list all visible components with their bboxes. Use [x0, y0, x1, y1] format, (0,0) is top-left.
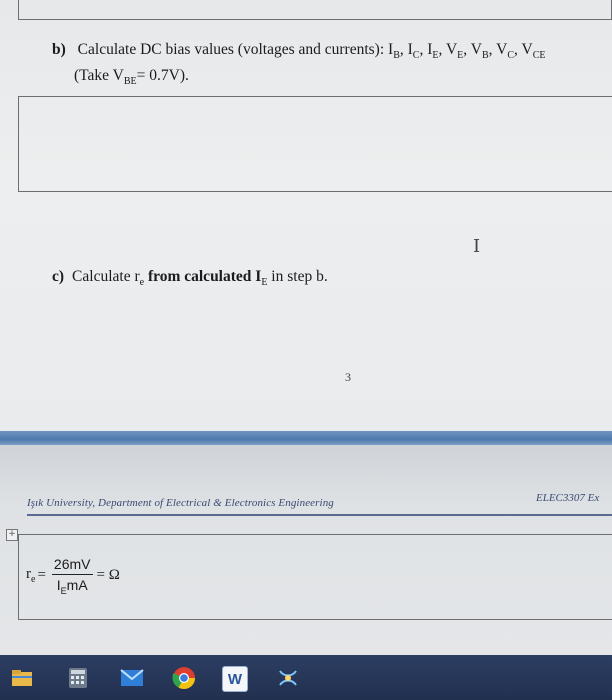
footer-course-code: ELEC3307 Ex — [536, 492, 600, 504]
question-c-text-end: in step b. — [267, 268, 328, 285]
windows-taskbar — [0, 655, 612, 700]
answer-box-b[interactable] — [18, 96, 612, 192]
question-b-letter: b) — [52, 41, 66, 58]
calculator-icon[interactable] — [66, 666, 90, 690]
vbe-subscript: BE — [123, 76, 137, 88]
formula-denominator — [55, 577, 90, 596]
page-break-bar — [0, 431, 612, 445]
question-b-text: Calculate DC bias values (voltages and currents): — [77, 41, 389, 58]
question-c — [52, 268, 328, 288]
den-unit: mA — [66, 577, 88, 594]
table-move-handle-icon[interactable]: + — [6, 529, 18, 541]
file-explorer-icon[interactable] — [10, 666, 34, 690]
mail-icon[interactable] — [120, 666, 144, 690]
variable-ie: $I_E$ — [427, 41, 439, 62]
fraction-bar — [52, 574, 93, 575]
question-c-text-mid: from calculated I — [144, 268, 262, 285]
formula-result: = Ω — [96, 567, 120, 584]
variable-ic: $I_C$ — [407, 41, 420, 62]
re-formula: $r_e$ = $\frac{26mV}{I_EmA}$ = Ω — [26, 556, 120, 596]
question-b-note-end: = 0.7V). — [136, 67, 189, 85]
question-b-note: (Take V — [74, 67, 124, 85]
den-base: I — [56, 577, 61, 594]
formula-lhs-base: r — [26, 566, 31, 583]
previous-answer-box[interactable] — [18, 0, 612, 20]
footer-divider — [27, 514, 612, 516]
formula-lhs — [26, 566, 35, 585]
variable-ib: $I_B$ — [388, 41, 400, 62]
question-b — [52, 40, 604, 92]
text-cursor-icon: I — [473, 236, 481, 257]
variable-vb: $V_B$ — [470, 41, 489, 62]
word-icon[interactable] — [222, 666, 248, 692]
footer-department: Işık University, Department of Electrical & Electronics Engineering — [27, 497, 334, 509]
re-subscript: e — [139, 277, 145, 289]
formula-fraction — [52, 556, 93, 596]
page-number: 3 — [345, 370, 351, 384]
formula-numerator: 26mV — [53, 556, 91, 572]
den-sub: E — [60, 585, 67, 596]
ie-subscript: E — [261, 277, 268, 289]
question-c-letter: c) — [52, 268, 65, 285]
app-icon[interactable] — [276, 666, 300, 690]
question-c-text: Calculate r — [72, 268, 140, 285]
formula-lhs-sub: e — [31, 574, 36, 586]
question-b-variables: $I_B$, $I_C$, $I_E$, $V_E$, $V_B$, $V_C$, $V_{CE}$ — [388, 41, 546, 62]
chrome-icon[interactable] — [172, 666, 196, 690]
word-icon-label: W — [227, 670, 243, 688]
variable-vce: $V_{CE}$ — [521, 41, 546, 62]
variable-ve: $V_E$ — [445, 41, 464, 62]
variable-vc: $V_C$ — [496, 41, 514, 62]
